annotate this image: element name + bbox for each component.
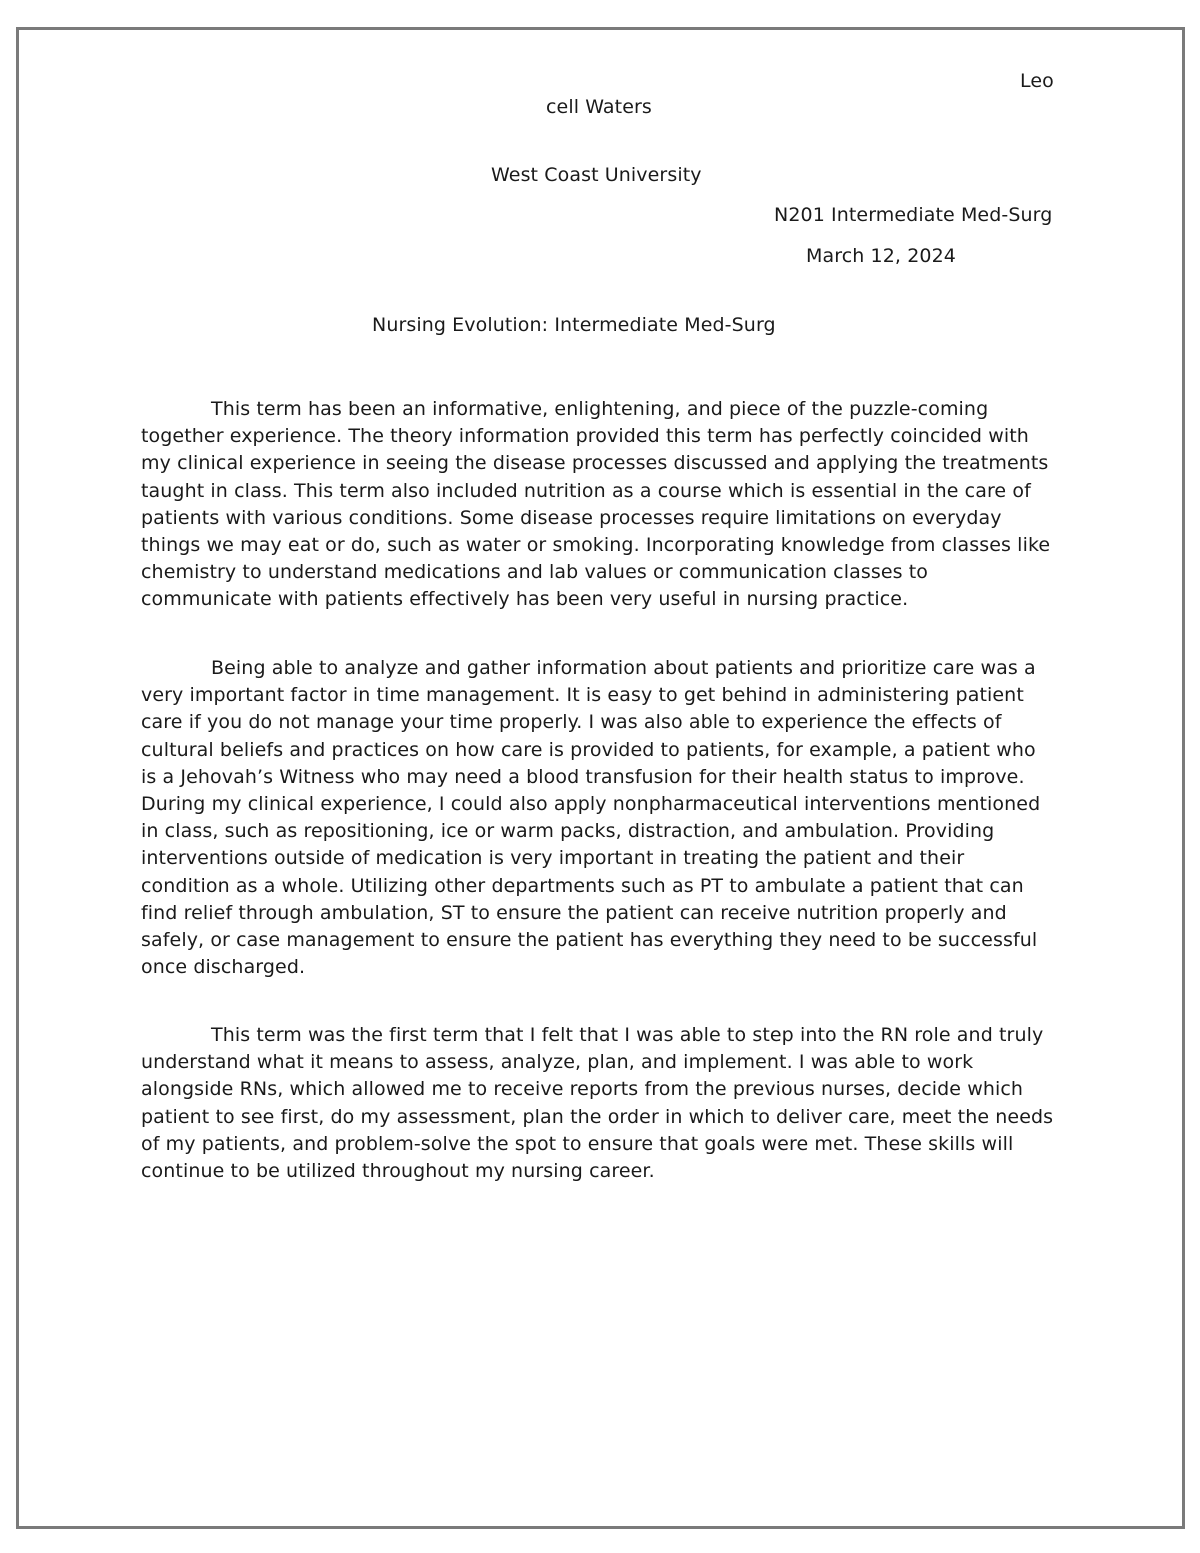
essay-title: Nursing Evolution: Intermediate Med-Surg	[372, 314, 776, 336]
author-name-part2: cell Waters	[546, 96, 652, 118]
document-date: March 12, 2024	[806, 245, 956, 267]
essay-paragraph-1	[141, 396, 1056, 614]
essay-paragraph-2	[141, 655, 1056, 981]
essay-paragraph-3	[141, 1022, 1056, 1185]
author-name-part1: Leo	[1020, 70, 1054, 92]
paragraph-text: This term has been an informative, enlightening, and piece of the puzzle-coming together experience. The theory information provided this term has perfectly coincided with my clinical experience in seeing the disease processes discussed and applying the treatments taught in class. This term also included nutrition as a course which is essential in the care of patients with various conditions. Some disease processes require limitations on everyday things we may eat or do, such as water or smoking. Incorporating knowledge from classes like chemistry to understand medications and lab values or communication classes to communicate with patients effectively has been very useful in nursing practice.	[141, 398, 1051, 611]
paragraph-text: Being able to analyze and gather information about patients and prioritize care was a very important factor in time management. It is easy to get behind in administering patient care if you do not manage your time properly. I was also able to experience the effects of cultural beliefs and practices on how care is provided to patients, for example, a patient who is a Jehovah’s Witness who may need a blood transfusion for their health status to improve. During my clinical experience, I could also apply nonpharmaceutical interventions mentioned in class, such as repositioning, ice or warm packs, distraction, and ambulation. Providing interventions outside of medication is very important in treating the patient and their condition as a whole. Utilizing other departments such as PT to ambulate a patient that can find relief through ambulation, ST to ensure the patient can receive nutrition properly and safely, or case management to ensure the patient has everything they need to be successful once discharged.	[141, 657, 1041, 979]
paragraph-text: This term was the first term that I felt that I was able to step into the RN role and truly understand what it means to assess, analyze, plan, and implement. I was able to work alongside RNs, which allowed me to receive reports from the previous nurses, decide which patient to see first, do my assessment, plan the order in which to deliver care, meet the needs of my patients, and problem-solve the spot to ensure that goals were met. These skills will continue to be utilized throughout my nursing career.	[141, 1024, 1054, 1183]
university-name: West Coast University	[491, 164, 702, 186]
course-name: N201 Intermediate Med-Surg	[774, 204, 1053, 226]
